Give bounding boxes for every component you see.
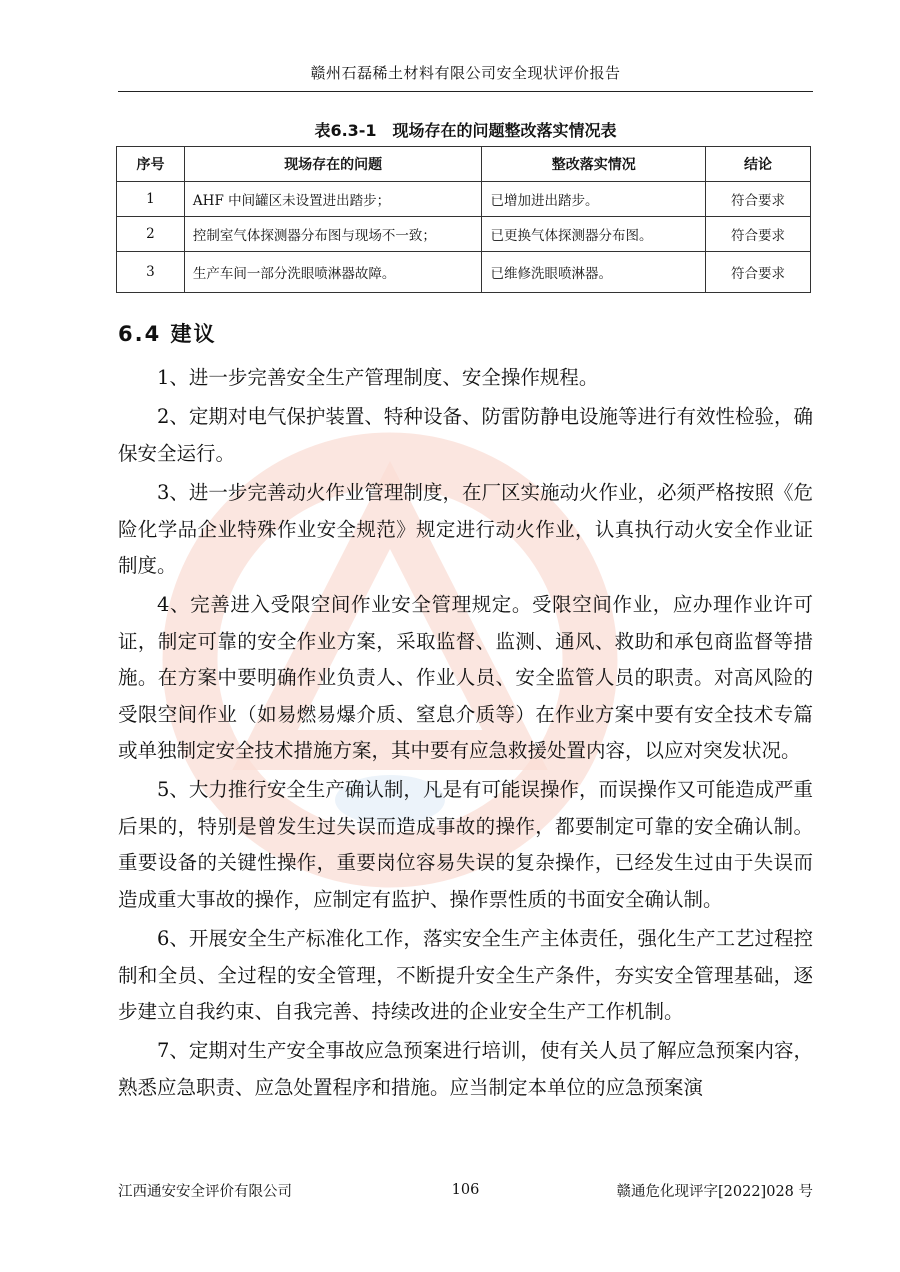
table-cell: 控制室气体探测器分布图与现场不一致；: [184, 217, 482, 252]
table-cell: AHF 中间罐区未设置进出踏步；: [184, 182, 482, 217]
table-cell: 符合要求: [706, 252, 811, 293]
recommendations-body: [118, 360, 813, 1109]
page-number: 106: [451, 1182, 480, 1198]
footer-company: 江西通安安全评价有限公司: [118, 1184, 292, 1200]
paragraph: 2、定期对电气保护装置、特种设备、防雷防静电设施等进行有效性检验，确保安全运行。: [118, 405, 813, 465]
table-cell: 已增加进出踏步。: [482, 182, 706, 217]
table-cell: 2: [117, 217, 185, 252]
table-row: [117, 182, 811, 217]
table-cell: 1: [117, 182, 185, 217]
table-row: [117, 217, 811, 252]
paragraph: 1、进一步完善安全生产管理制度、安全操作规程。: [157, 366, 599, 389]
paragraph: 4、完善进入受限空间作业安全管理规定。受限空间作业，应办理作业许可证，制定可靠的安全作业方案，采取监督、监测、通风、救助和承包商监督等措施。在方案中要明确作业负责人、作业人员、安全监管人员的职责。对高风险的受限空间作业（如易燃易爆介质、窒息介质等）在作业方案中要有安全技术专篇或单独制定安全技术措施方案，其中要有应急救援处置内容，以应对突发状况。: [118, 593, 813, 763]
table-cell: 符合要求: [706, 217, 811, 252]
table-cell: 已更换气体探测器分布图。: [482, 217, 706, 252]
section-heading: 6.4 建议: [118, 322, 217, 346]
table-cell: 符合要求: [706, 182, 811, 217]
table-header-row: [117, 147, 811, 182]
column-header: 现场存在的问题: [184, 147, 482, 182]
paragraph: 5、大力推行安全生产确认制，凡是有可能误操作，而误操作又可能造成严重后果的，特别是曾发生过失误而造成事故的操作，都要制定可靠的安全确认制。重要设备的关键性操作，重要岗位容易失误的复杂操作，已经发生过由于失误而造成重大事故的操作，应制定有监护、操作票性质的书面安全确认制。: [118, 778, 813, 911]
column-header: 序号: [117, 147, 185, 182]
document-number: 赣通危化现评字[2022]028 号: [616, 1184, 813, 1200]
table-row: [117, 252, 811, 293]
paragraph: 6、开展安全生产标准化工作，落实安全生产主体责任，强化生产工艺过程控制和全员、全过程的安全管理，不断提升安全生产条件，夯实安全管理基础，逐步建立自我约束、自我完善、持续改进的企业安全生产工作机制。: [118, 927, 813, 1023]
rectification-table: [116, 146, 811, 293]
table-cell: 生产车间一部分洗眼喷淋器故障。: [184, 252, 482, 293]
paragraph: 7、定期对生产安全事故应急预案进行培训，使有关人员了解应急预案内容，熟悉应急职责、应急处置程序和措施。应当制定本单位的应急预案演: [118, 1039, 813, 1099]
column-header: 整改落实情况: [482, 147, 706, 182]
column-header: 结论: [706, 147, 811, 182]
table-cell: 已维修洗眼喷淋器。: [482, 252, 706, 293]
page-header: 赣州石磊稀土材料有限公司安全现状评价报告: [118, 62, 813, 92]
table-cell: 3: [117, 252, 185, 293]
paragraph: 3、进一步完善动火作业管理制度，在厂区实施动火作业，必须严格按照《危险化学品企业特殊作业安全规范》规定进行动火作业，认真执行动火安全作业证制度。: [118, 481, 813, 578]
table-title: 表6.3-1 现场存在的问题整改落实情况表: [314, 121, 617, 140]
